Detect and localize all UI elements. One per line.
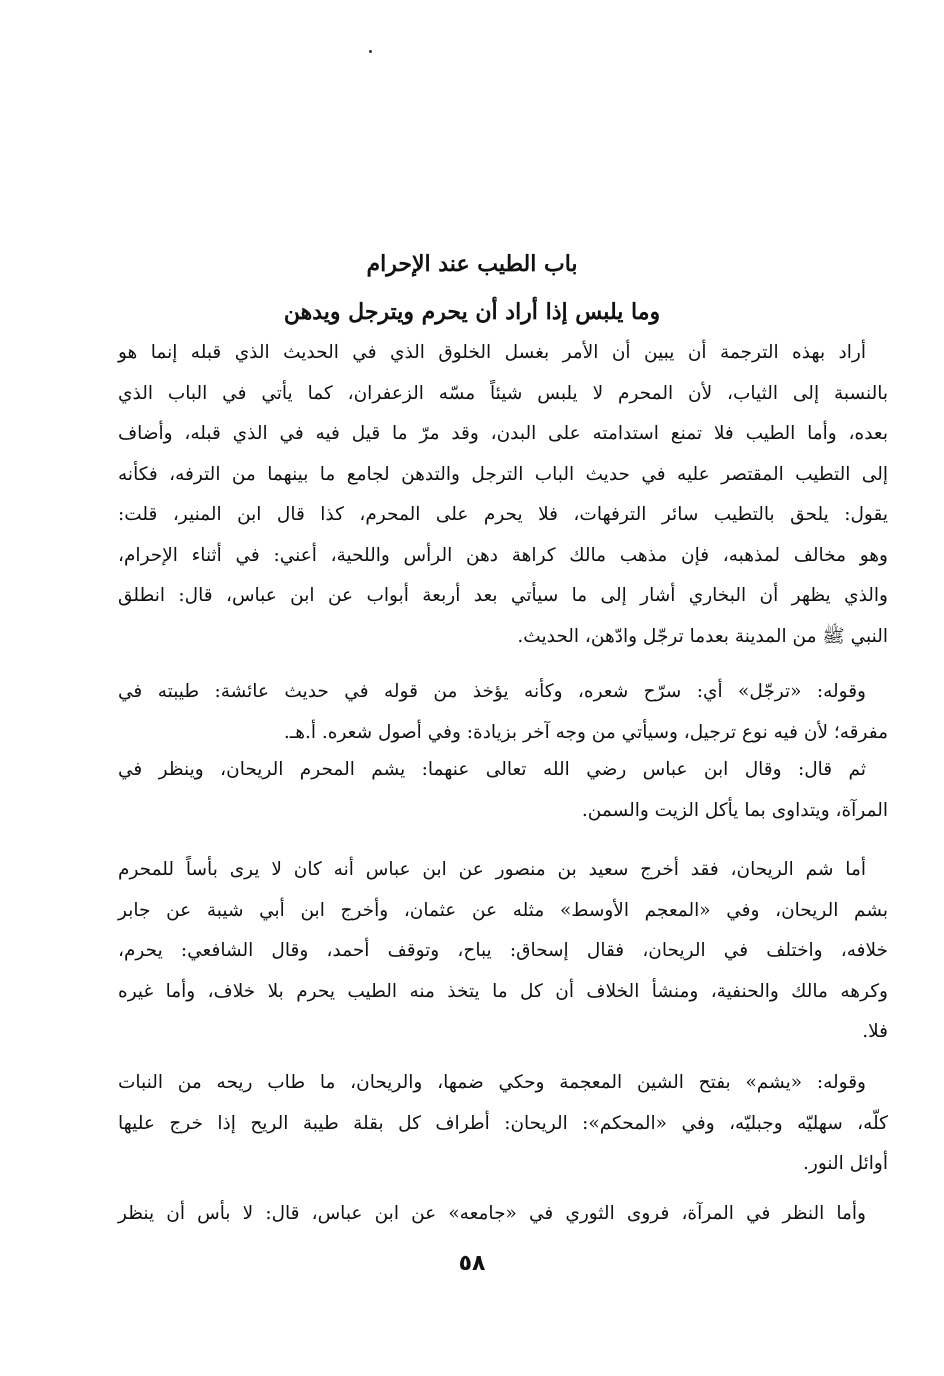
page-number: ٥٨ [458,1251,486,1276]
text-line: والذي يظهر أن البخاري أشار إلى ما سيأتي بعد أربعة أبواب عن ابن عباس، قال: انطلق [118,585,888,606]
text-line: خلافه، واختلف في الريحان، فقال إسحاق: يباح، وتوقف أحمد، وقال الشافعي: يحرم، [118,940,888,961]
text-line: كلّه، سهليّه وجبليّه، وفي «المحكم»: الريحان: أطراف كل بقلة طيبة الريح إذا خرج عليها [118,1112,888,1134]
text-line: النبي ﷺ من المدينة بعدما ترجّل وادّهن، الحديث. [517,625,888,647]
text-line: يقول: يلحق بالتطيب سائر الترفهات، فلا يحرم على المحرم، كذا قال ابن المنير، قلت: [118,504,888,525]
text-line: أراد بهذه الترجمة أن يبين أن الأمر بغسل الخلوق الذي في الحديث الذي قبله إنما هو [118,342,866,363]
text-line: ثم قال: وقال ابن عباس رضي الله تعالى عنهما: يشم المحرم الريحان، وينظر في [118,759,866,780]
paragraph-rayhan [118,850,888,1053]
text-line: المرآة، ويتداوى بما يأكل الزيت والسمن. [581,799,888,821]
chapter-title: باب الطيب عند الإحرام [366,251,578,277]
text-line: أما شم الريحان، فقد أخرج سعيد بن منصور عن ابن عباس أنه كان لا يرى بأساً للمحرم [118,859,866,880]
text-line: وأما النظر في المرآة، فروى الثوري في «جامعه» عن ابن عباس، قال: لا بأس أن ينظر [118,1203,866,1224]
text-line: وكرهه مالك والحنفية، ومنشأ الخلاف أن كل ما يتخذ منه الطيب يحرم بلا خلاف، وأما غيره [118,980,888,1002]
paragraph-tarajjul [118,672,888,753]
text-line: إلى التطيب المقتصر عليه في حديث الباب الترجل والتدهن لجامع ما بينهما من الترفه، فكأنه [118,463,888,485]
scan-speck [369,50,372,53]
text-line: وقوله: «يشم» بفتح الشين المعجمة وحكي ضمها، والريحان، ما طاب ريحه من النبات [118,1072,866,1093]
paragraph-mirror [118,1194,888,1235]
paragraph-intro [118,333,888,657]
text-line: أوائل النور. [803,1153,888,1174]
text-line: بشم الريحان، وفي «المعجم الأوسط» مثله عن عثمان، وأخرج ابن أبي شيبة عن جابر [118,899,888,921]
text-line: وقوله: «ترجّل» أي: سرّح شعره، وكأنه يؤخذ من قوله في حديث عائشة: طيبته في [118,681,866,702]
text-line: بعده، وأما الطيب فلا تمنع استدامته على البدن، وقد مرّ ما قيل فيه في الذي قبله، وأضاف [118,423,888,444]
paragraph-yashum [118,1063,888,1185]
text-line: مفرقه؛ لأن فيه نوع ترجيل، وسيأتي من وجه آخر بزيادة: وفي أصول شعره. أ.هـ. [283,721,888,743]
chapter-subtitle: وما يلبس إذا أراد أن يحرم ويترجل ويدهن [283,299,661,325]
text-line: وهو مخالف لمذهبه، فإن مذهب مالك كراهة دهن الرأس واللحية، أعني: في أثناء الإحرام، [118,544,888,566]
text-line: فلا. [862,1021,888,1042]
text-line: بالنسبة إلى الثياب، لأن المحرم لا يلبس شيئاً مسّه الزعفران، كما يأتي في الباب الذي [118,382,888,404]
paragraph-ibn-abbas [118,750,888,831]
